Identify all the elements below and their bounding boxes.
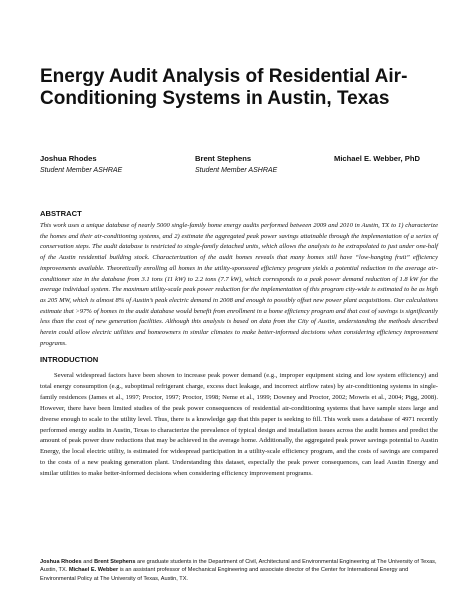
footnote-author-1: Joshua Rhodes xyxy=(40,559,82,565)
author-footnote xyxy=(40,558,438,583)
introduction-heading: INTRODUCTION xyxy=(40,355,99,364)
footnote-and: and xyxy=(81,559,95,565)
footnote-author-3: Michael E. Webber xyxy=(68,567,119,574)
author-name-1: Joshua Rhodes xyxy=(40,154,97,163)
author-name-2: Brent Stephens xyxy=(195,154,252,163)
author-affiliation-1: Student Member ASHRAE xyxy=(40,167,123,174)
footnote-text-1: are graduate students in the Department of Civil, Architectural and Environmental Engineering at The University of Texas, Austin, TX. xyxy=(40,559,437,574)
abstract-text: This work uses a unique database of nearly 5000 single-family home energy audits performed between 2009 and 2010 in Austin, TX to 1) characterize the homes and their air-conditioning systems, and 2) estimate the aggregated peak power savings attainable through the implementation of a series of conservation steps. The audit database is restricted to single-family detached units, which allows the analysis to be extrapolated to just under one-half of the Austin residential building stock. Characterization of the audit homes reveals that many homes still have “low-hanging fruit” efficiency improvements available. Theoretically enrolling all homes in the utility-sponsored efficiency program yields a potential reduction in the average air-conditioner size in the database from 3.1 tons (11 kW) to 2.2 tons (7.7 kW), which corresponds to a peak power demand reduction of 1.8 kW for the average individual system. The maximum utility-scale peak power reduction for the implementation of this program city-wide is estimated to be as high as 205 MW, which is almost 8% of Austin’s peak electric demand in 2008 and enough to possibly offset new power plant acquisitions. Our calculations estimate that >97% of homes in the audit database would benefit from enrollment in a home efficiency program and that cost of savings is significantly less than the cost of new generation facilities. Although this analysis is based on data from the City of Austin, understanding the methods described herein could allow electric utilities and homeowners in similar climates to make better-informed decisions when considering efficiency improvement programs. xyxy=(40,222,438,347)
author-name-3: Michael E. Webber, PhD xyxy=(334,154,420,163)
paper-title: Energy Audit Analysis of Residential Air-Conditioning Systems in Austin, Texas xyxy=(40,66,408,109)
introduction-text: Several widespread factors have been shown to increase peak power demand (e.g., improper equipment sizing and low system efficiency) and total energy consumption (e.g., suboptimal refrigerant charge, excess duct leakage, and incorrect airflow rates) by air-conditioning systems in single-family residences (James et al., 1997; Proctor, 1997; Proctor, 1998; Neme et al., 1999; Downey and Proctor, 2002; Mowris et al., 2004; Pigg, 2008). However, there have been limited studies of the peak power consequences of residential air-conditioning systems that have sample sizes large and diverse enough to scale to the utility level. Thus, there is a knowledge gap that this paper is seeking to fill. This work uses a database of 4971 recently performed energy audits in Austin, Texas to characterize the prevalence of typical design and installation issues across the audit homes and predict the amount of peak power draw reductions that may be achieved in the average home. Additionally, the aggregated peak power savings potential to Austin Energy, the local electric utility, is estimated for widespread participation in a utility-scale efficiency program, and the costs of savings are compared to the costs of a new peaking generation plant. Understanding this dataset, especially the peak power consequences, can lead Austin Energy and similar utilities to make better-informed decisions when considering efficiency improvement programs. xyxy=(40,372,438,478)
abstract-heading: ABSTRACT xyxy=(40,209,82,218)
author-affiliation-2: Student Member ASHRAE xyxy=(195,167,278,174)
footnote-author-2: Brent Stephens xyxy=(94,559,136,565)
footnote-text-2: is an assistant professor of Mechanical Engineering and associate director of the Center for International Energy and Environmental Policy at The University of Texas, Austin, TX. xyxy=(40,567,409,582)
